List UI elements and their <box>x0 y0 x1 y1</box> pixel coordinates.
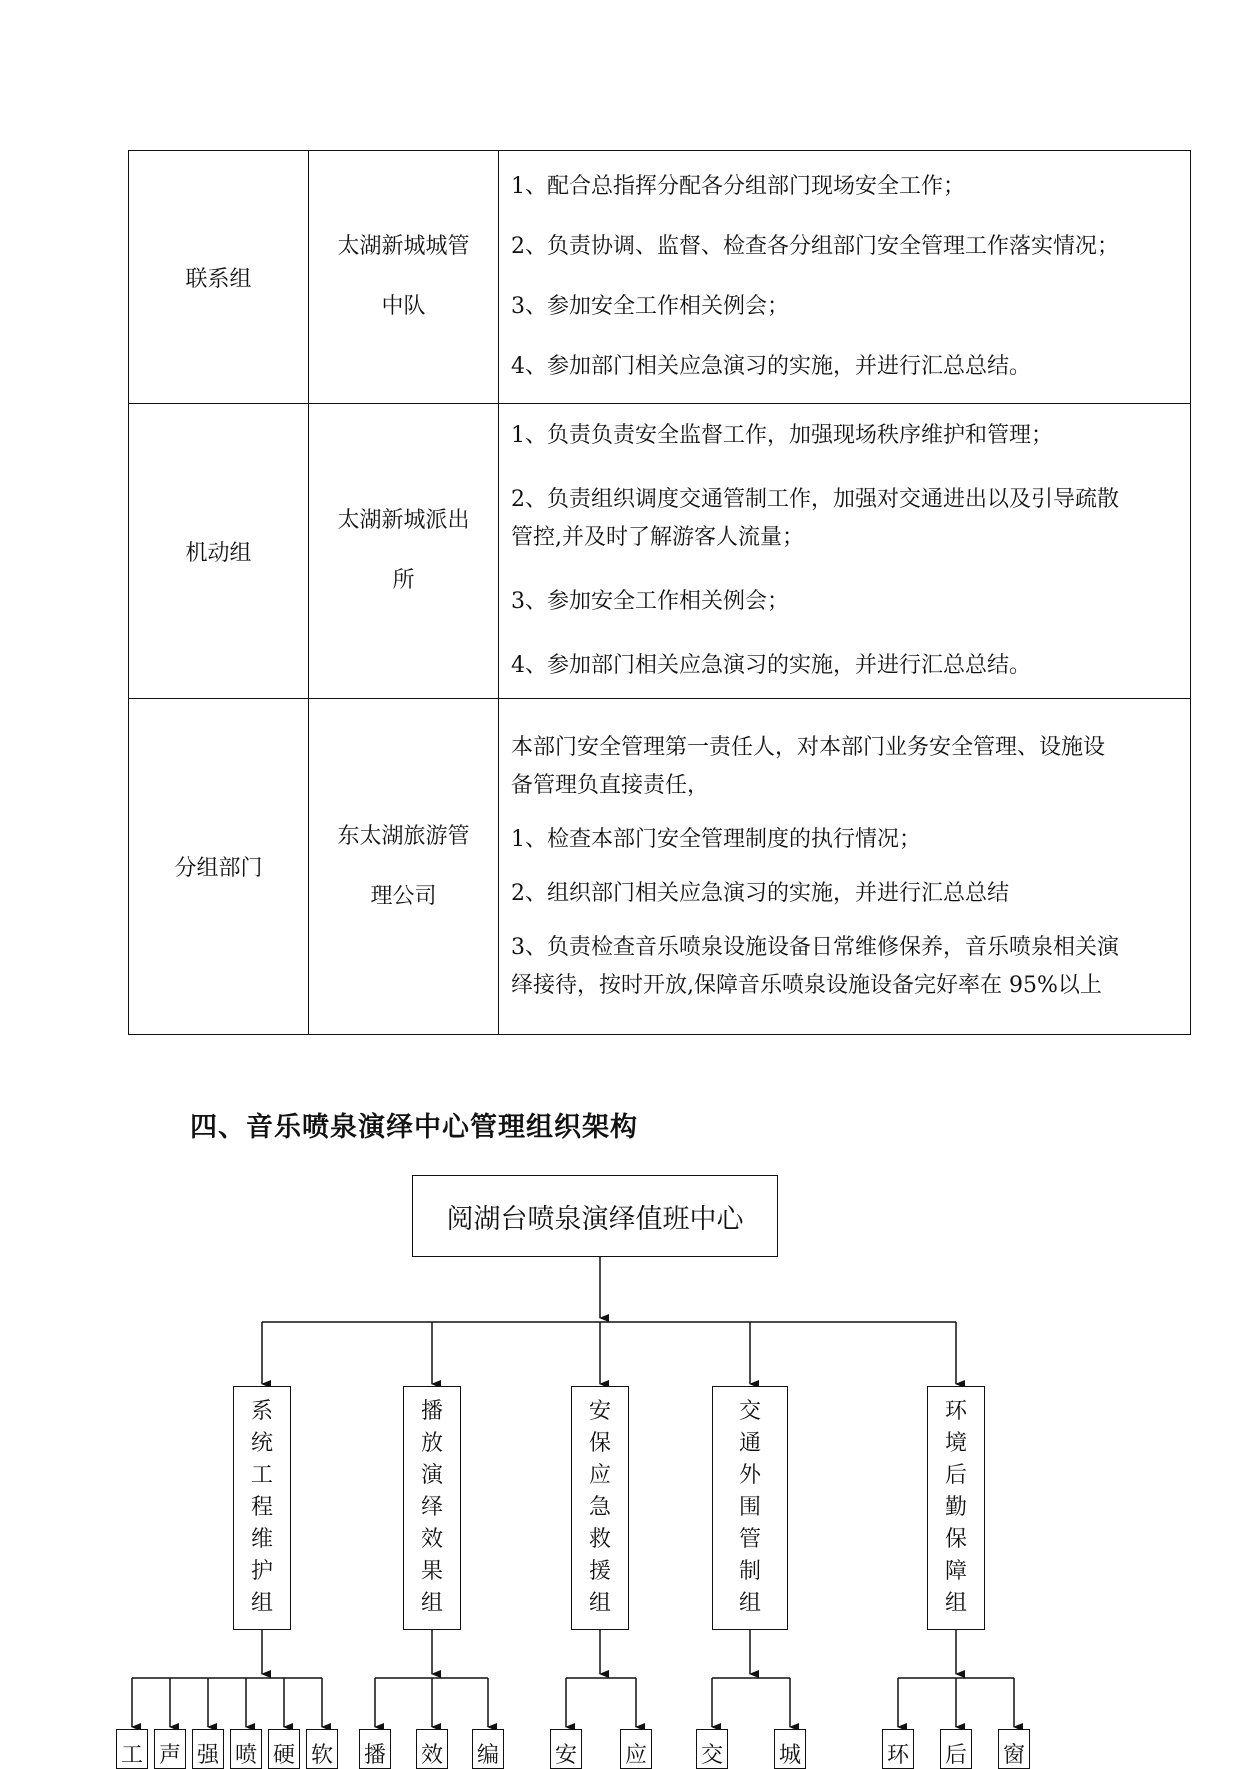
node-char: 放 <box>420 1431 443 1456</box>
node-char: 组 <box>250 1591 273 1616</box>
unit-line: 东太湖旅游管 <box>337 823 470 849</box>
org-leaf-node: 播 <box>359 1729 391 1769</box>
unit-line: 理公司 <box>370 883 437 909</box>
org-leaf-node: 后 <box>940 1729 972 1769</box>
node-char: 组 <box>944 1591 967 1616</box>
node-char: 组 <box>588 1591 611 1616</box>
node-char: 通 <box>738 1431 761 1456</box>
node-char: 外 <box>738 1463 761 1488</box>
group-name-cell: 分组部门 <box>129 699 309 1035</box>
duty-line: 2、组织部门相关应急演习的实施，并进行汇总总结 <box>511 880 1009 906</box>
duty-line: 1、负责负责安全监督工作，加强现场秩序维护和管理； <box>511 423 1053 448</box>
duty-line: 1、配合总指挥分配各分组部门现场安全工作； <box>511 174 965 199</box>
node-char: 维 <box>250 1527 273 1552</box>
node-char: 组 <box>420 1591 443 1616</box>
org-leaf-node: 强 <box>192 1729 224 1769</box>
node-char: 果 <box>420 1559 443 1584</box>
node-char: 护 <box>250 1559 273 1584</box>
group-name-cell: 联系组 <box>129 151 309 404</box>
unit-line: 所 <box>392 568 415 593</box>
org-group-node <box>712 1386 788 1630</box>
duty-line: 绎接待，按时开放,保障音乐喷泉设施设备完好率在 95%以上 <box>511 972 1102 998</box>
section-title: 四、音乐喷泉演绎中心管理组织架构 <box>190 1112 638 1143</box>
node-char: 交 <box>738 1399 761 1424</box>
org-leaf-node: 安 <box>550 1729 582 1769</box>
unit-line: 太湖新城城管 <box>337 234 470 259</box>
node-char: 应 <box>588 1463 611 1488</box>
unit-line: 中队 <box>381 294 426 319</box>
duty-line: 备管理负直接责任， <box>511 772 710 798</box>
node-char: 援 <box>588 1559 611 1584</box>
node-char: 保 <box>588 1431 611 1456</box>
node-char: 演 <box>420 1463 443 1488</box>
org-leaf-node: 喷 <box>230 1729 262 1769</box>
group-name-cell: 机动组 <box>129 404 309 699</box>
org-group-node <box>403 1386 461 1630</box>
duty-line: 4、参加部门相关应急演习的实施，并进行汇总总结。 <box>511 653 1031 678</box>
org-leaf-node: 编 <box>472 1729 504 1769</box>
node-char: 救 <box>588 1527 611 1552</box>
node-char: 安 <box>588 1399 611 1424</box>
org-leaf-node: 软 <box>306 1729 338 1769</box>
node-char: 后 <box>944 1463 967 1488</box>
duty-line: 3、参加安全工作相关例会； <box>511 294 789 319</box>
node-char: 组 <box>738 1591 761 1616</box>
node-char: 境 <box>944 1431 967 1456</box>
duty-line: 2、负责协调、监督、检查各分组部门安全管理工作落实情况； <box>511 234 1119 259</box>
node-char: 保 <box>944 1527 967 1552</box>
node-char: 效 <box>420 1527 443 1552</box>
org-leaf-node: 效 <box>416 1729 448 1769</box>
node-char: 播 <box>420 1399 443 1424</box>
duty-line: 2、负责组织调度交通管制工作，加强对交通进出以及引导疏散 <box>511 487 1119 512</box>
unit-line: 太湖新城派出 <box>337 508 470 533</box>
org-group-node <box>927 1386 985 1630</box>
node-char: 勤 <box>944 1495 967 1520</box>
node-char: 管 <box>738 1527 761 1552</box>
node-char: 绎 <box>420 1495 443 1520</box>
node-char: 围 <box>738 1495 761 1520</box>
node-char: 工 <box>250 1463 273 1488</box>
node-char: 障 <box>944 1559 967 1584</box>
duty-line: 3、参加安全工作相关例会； <box>511 589 789 614</box>
node-char: 制 <box>738 1559 761 1584</box>
duty-line: 3、负责检查音乐喷泉设施设备日常维修保养，音乐喷泉相关演 <box>511 934 1119 960</box>
node-char: 环 <box>944 1399 967 1424</box>
node-char: 程 <box>250 1495 273 1520</box>
org-group-node <box>571 1386 629 1630</box>
node-char: 统 <box>250 1431 273 1456</box>
org-leaf-node: 交 <box>696 1729 728 1769</box>
duty-line: 管控,并及时了解游客人流量； <box>511 525 804 550</box>
org-root-node: 阅湖台喷泉演绎值班中心 <box>412 1175 778 1257</box>
org-leaf-node: 窗 <box>998 1729 1030 1769</box>
org-leaf-node: 硬 <box>268 1729 300 1769</box>
org-leaf-node: 声 <box>154 1729 186 1769</box>
duty-line: 4、参加部门相关应急演习的实施，并进行汇总总结。 <box>511 354 1031 379</box>
org-leaf-node: 工 <box>116 1729 148 1769</box>
org-group-node <box>233 1386 291 1630</box>
duty-line: 1、检查本部门安全管理制度的执行情况； <box>511 826 921 852</box>
org-leaf-node: 城 <box>774 1729 806 1769</box>
node-char: 急 <box>588 1495 611 1520</box>
duty-line: 本部门安全管理第一责任人，对本部门业务安全管理、设施设 <box>511 734 1106 760</box>
org-leaf-node: 环 <box>882 1729 914 1769</box>
node-char: 系 <box>250 1399 273 1424</box>
org-leaf-node: 应 <box>620 1729 652 1769</box>
